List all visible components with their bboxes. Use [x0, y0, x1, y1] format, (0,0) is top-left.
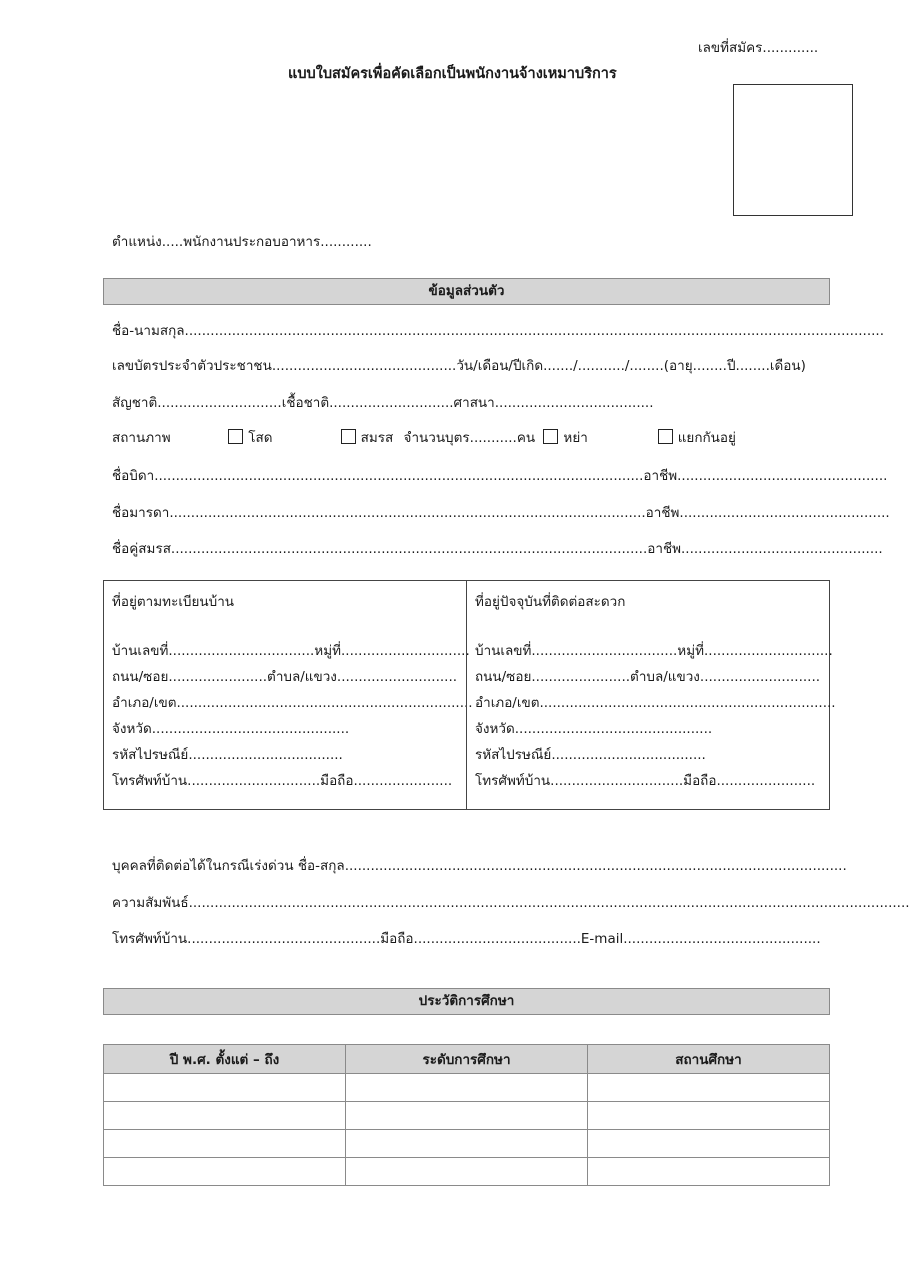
checkbox-single[interactable] [228, 429, 243, 444]
status-single-option[interactable]: โสด [228, 427, 336, 449]
table-cell[interactable] [588, 1158, 830, 1186]
checkbox-separated[interactable] [658, 429, 673, 444]
reg-postcode-field[interactable]: รหัสไปรษณีย์.................................... [112, 747, 343, 763]
checkbox-married[interactable] [341, 429, 356, 444]
cur-road-field[interactable]: ถนน/ซอย.......................ตำบล/แขวง............................ [475, 669, 821, 685]
table-cell[interactable] [588, 1102, 830, 1130]
cur-province-field[interactable]: จังหวัด.............................................. [475, 721, 713, 737]
table-cell[interactable] [346, 1074, 588, 1102]
table-row [104, 1102, 830, 1130]
name-field[interactable]: ชื่อ-นามสกุล................................................................................................................................................................... [112, 323, 885, 339]
education-header: ประวัติการศึกษา [103, 988, 830, 1015]
reg-province-field[interactable]: จังหวัด.............................................. [112, 721, 350, 737]
cur-postcode-field[interactable]: รหัสไปรษณีย์.................................... [475, 747, 706, 763]
mother-field[interactable]: ชื่อมารดา...............................................................................................................อาชีพ................................................. [112, 505, 890, 521]
current-address-title: ที่อยู่ปัจจุบันที่ติดต่อสะดวก [475, 594, 626, 610]
registered-address-box [103, 580, 473, 810]
cur-house-no-field[interactable]: บ้านเลขที่..................................หมู่ที่.............................. [475, 643, 833, 659]
contact-phone-field[interactable]: โทรศัพท์บ้าน.............................................มือถือ.......................................E-mail.............................................. [112, 931, 821, 947]
education-table [103, 1044, 830, 1186]
current-address-box [466, 580, 836, 810]
col-institution: สถานศึกษา [588, 1045, 830, 1074]
education-table-header [104, 1045, 830, 1074]
table-cell[interactable] [104, 1158, 346, 1186]
status-separated-option[interactable]: แยกกันอยู่ [658, 427, 736, 449]
emergency-contact-field[interactable]: บุคคลที่ติดต่อได้ในกรณีเร่งด่วน ชื่อ-สกุล..................................................................................................................... [112, 858, 847, 874]
table-cell[interactable] [346, 1130, 588, 1158]
spouse-field[interactable]: ชื่อคู่สมรส...............................................................................................................อาชีพ............................................... [112, 541, 883, 557]
children-count-field[interactable]: จำนวนบุตร...........คน [403, 430, 536, 446]
father-field[interactable]: ชื่อบิดา..................................................................................................................อาชีพ................................................. [112, 468, 888, 484]
photo-box [733, 84, 853, 216]
reg-road-field[interactable]: ถนน/ซอย.......................ตำบล/แขวง............................ [112, 669, 458, 685]
nationality-field[interactable]: สัญชาติ.............................เชื้อชาติ.............................ศาสนา..................................... [112, 395, 654, 411]
position-field[interactable]: ตำแหน่ง.....พนักงานประกอบอาหาร............ [112, 234, 372, 250]
table-cell[interactable] [588, 1074, 830, 1102]
checkbox-divorced[interactable] [543, 429, 558, 444]
col-education-level: ระดับการศึกษา [346, 1045, 588, 1074]
table-row [104, 1130, 830, 1158]
cur-phone-field[interactable]: โทรศัพท์บ้าน...............................มือถือ....................... [475, 773, 816, 789]
reg-phone-field[interactable]: โทรศัพท์บ้าน...............................มือถือ....................... [112, 773, 453, 789]
table-cell[interactable] [104, 1102, 346, 1130]
cur-district-field[interactable]: อำเภอ/เขต..................................................................... [475, 695, 836, 711]
relationship-field[interactable]: ความสัมพันธ์........................................................................................................................................................................ [112, 895, 910, 911]
reg-district-field[interactable]: อำเภอ/เขต..................................................................... [112, 695, 473, 711]
table-row [104, 1074, 830, 1102]
status-label: สถานภาพ [112, 430, 171, 446]
table-cell[interactable] [104, 1074, 346, 1102]
table-cell[interactable] [346, 1158, 588, 1186]
table-cell[interactable] [346, 1102, 588, 1130]
form-title: แบบใบสมัครเพื่อคัดเลือกเป็นพนักงานจ้างเหมาบริการ [288, 66, 617, 82]
table-cell[interactable] [588, 1130, 830, 1158]
table-cell[interactable] [104, 1130, 346, 1158]
col-year-range: ปี พ.ศ. ตั้งแต่ – ถึง [104, 1045, 346, 1074]
status-divorced-option[interactable]: หย่า [543, 427, 653, 449]
personal-info-header: ข้อมูลส่วนตัว [103, 278, 830, 305]
marital-status-row [112, 427, 820, 449]
table-row [104, 1158, 830, 1186]
status-married-option[interactable]: สมรส [341, 427, 394, 449]
registered-address-title: ที่อยู่ตามทะเบียนบ้าน [112, 594, 235, 610]
id-birthdate-field[interactable]: เลขบัตรประจำตัวประชาชน...........................................วัน/เดือน/ปีเกิด......./.........../........(อายุ........ปี........เดือน) [112, 358, 806, 374]
application-number: เลขที่สมัคร............. [698, 40, 819, 56]
reg-house-no-field[interactable]: บ้านเลขที่..................................หมู่ที่.............................. [112, 643, 470, 659]
